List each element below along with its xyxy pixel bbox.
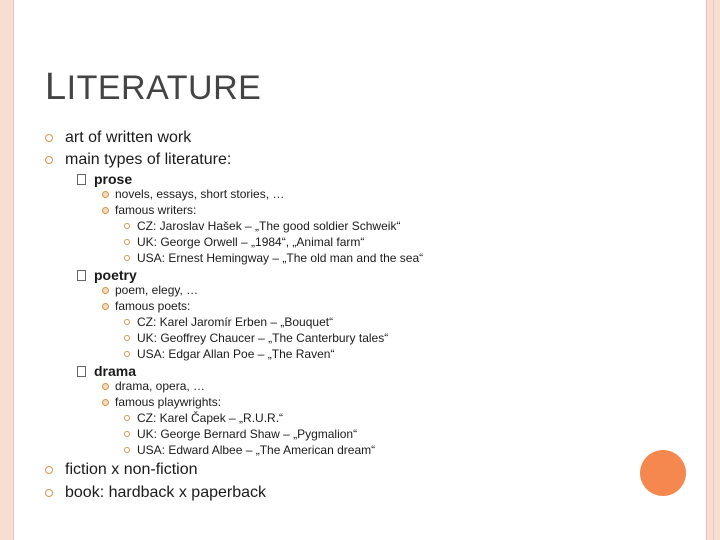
prose-writer-uk: UK: George Orwell – „1984“, „Animal farm“ (137, 235, 365, 249)
bullet-icon (102, 399, 109, 406)
poetry-famous-poets: famous poets: (115, 299, 191, 313)
bullet-icon (45, 489, 53, 497)
checkbox-bullet-icon (77, 174, 86, 185)
bullet-icon (102, 191, 109, 198)
bullet-icon (124, 223, 130, 229)
bullet-icon (124, 319, 130, 325)
prose-famous-writers: famous writers: (115, 203, 197, 217)
bullet-icon (102, 207, 109, 214)
drama-playwright-usa: USA: Edward Albee – „The American dream“ (137, 443, 376, 457)
slide-title (45, 66, 261, 109)
slide-frame-right-line (706, 0, 707, 540)
prose-writer-usa: USA: Ernest Hemingway – „The old man and the sea“ (137, 251, 424, 265)
bullet-icon (45, 156, 53, 164)
poetry-poet-cz: CZ: Karel Jaromír Erben – „Bouquet“ (137, 315, 334, 329)
drama-famous-playwrights: famous playwrights: (115, 395, 222, 409)
bullet-icon (124, 431, 130, 437)
bullet-icon (124, 415, 130, 421)
bullet-icon (124, 447, 130, 453)
bullet-art-of-written-work: art of written work (65, 129, 192, 146)
subheading-drama: drama (94, 363, 137, 379)
bullet-main-types: main types of literature: (65, 151, 232, 168)
drama-forms: drama, opera, … (115, 379, 206, 393)
decorative-circle (640, 450, 686, 496)
poetry-poet-uk: UK: Geoffrey Chaucer – „The Canterbury tales“ (137, 331, 389, 345)
bullet-hardback-paperback: book: hardback x paperback (65, 484, 267, 501)
bullet-icon (45, 134, 53, 142)
slide-frame-left-line (13, 0, 14, 540)
subheading-prose: prose (94, 171, 133, 187)
prose-forms: novels, essays, short stories, … (115, 187, 285, 201)
poetry-poet-usa: USA: Edgar Allan Poe – „The Raven“ (137, 347, 335, 361)
bullet-icon (124, 351, 130, 357)
bullet-icon (124, 239, 130, 245)
bullet-icon (102, 383, 109, 390)
drama-playwright-uk: UK: George Bernard Shaw – „Pygmalion“ (137, 427, 358, 441)
subheading-poetry: poetry (94, 267, 137, 283)
bullet-icon (45, 466, 53, 474)
prose-writer-cz: CZ: Jaroslav Hašek – „The good soldier Schweik“ (137, 219, 401, 233)
slide-title-first-letter: L (45, 66, 67, 108)
checkbox-bullet-icon (77, 366, 86, 377)
bullet-icon (124, 255, 130, 261)
slide-frame-left (0, 0, 13, 540)
bullet-fiction-non-fiction: fiction x non-fiction (65, 461, 198, 478)
bullet-icon (102, 287, 109, 294)
checkbox-bullet-icon (77, 270, 86, 281)
poetry-forms: poem, elegy, … (115, 283, 199, 297)
drama-playwright-cz: CZ: Karel Čapek – „R.U.R.“ (137, 411, 284, 425)
bullet-icon (124, 335, 130, 341)
bullet-icon (102, 303, 109, 310)
slide-title-rest: ITERATURE (66, 69, 262, 107)
slide-frame-right-line-2 (713, 0, 714, 540)
